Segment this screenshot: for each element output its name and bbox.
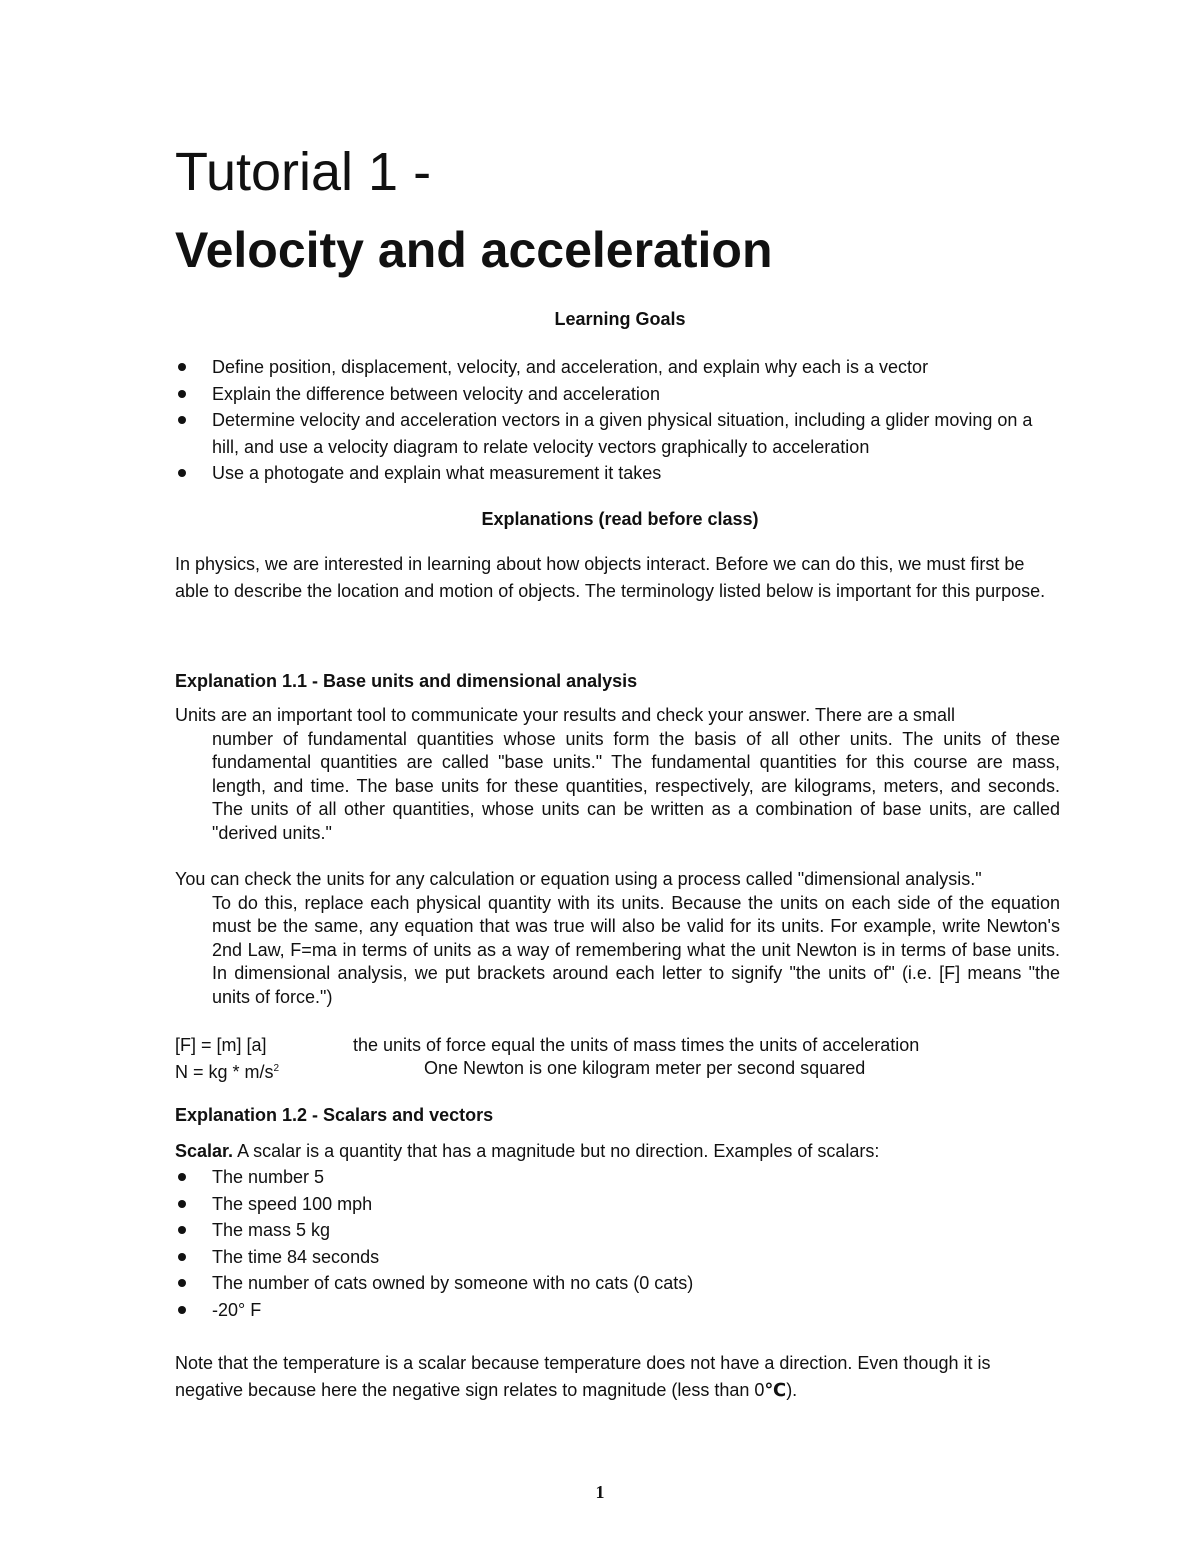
list-item: Use a photogate and explain what measurement it takes [175,460,1055,487]
section-1-1-heading: Explanation 1.1 - Base units and dimensional analysis [175,671,638,691]
bullet-icon [178,1200,186,1208]
temperature-note: Note that the temperature is a scalar because temperature does not have a direction. Even though it is negative because here the negative sign relates to magnitude (less than 0℃). [175,1353,991,1400]
bullet-icon [178,469,186,477]
list-item: The time 84 seconds [175,1244,1055,1271]
scalar-definition: Scalar. A scalar is a quantity that has a magnitude but no direction. Examples of scalars: [175,1141,880,1161]
tutorial-title: Tutorial 1 - [175,142,432,202]
list-item: The number of cats owned by someone with no cats (0 cats) [175,1270,1055,1297]
equation-left: N = kg * $m/s^2$ [175,1062,280,1082]
learning-goals-list [175,354,1055,487]
page-number: 1 [595,1482,605,1502]
list-item: Define position, displacement, velocity, and acceleration, and explain why each is a vector [175,354,1055,381]
units-paragraph: Units are an important tool to communicate your results and check your answer. There are a small number of fundamental quantities whose units form the basis of all other units. The units of these fundamental quantities are called "base units." The fundamental quantities for this course are mass, length, and time. The base units for these quantities, respectively, are kilograms, meters, and seconds. The units of all other quantities, whose units can be written as a combination of base units, are called "derived units." [175,705,1060,843]
bullet-icon [178,1226,186,1234]
equation-left: [F] = [m] [a] [175,1035,267,1055]
bullet-icon [178,1279,186,1287]
list-item: Explain the difference between velocity and acceleration [175,381,1055,408]
list-item: Determine velocity and acceleration vectors in a given physical situation, including a glider moving on a hill, and use a velocity diagram to relate velocity vectors graphically to acceleration [175,407,1055,460]
learning-goals-heading: Learning Goals [554,309,686,329]
equation-description: One Newton is one kilogram meter per second squared [424,1058,866,1078]
bullet-icon [178,390,186,398]
bullet-icon [178,363,186,371]
list-item: The number 5 [175,1164,1055,1191]
tutorial-subtitle: Velocity and acceleration [175,222,773,278]
dimensional-analysis-paragraph: You can check the units for any calculation or equation using a process called "dimensional analysis." To do this, replace each physical quantity with its units. Because the units on each side of the equation must be the same, any equation that was true will also be valid for its units. For example, write Newton's 2nd Law, F=ma in terms of units as a way of remembering what the unit Newton is in terms of base units. In dimensional analysis, we put brackets around each letter to signify "the units of" (i.e. [F] means "the units of force.") [175,869,1060,1007]
explanations-heading: Explanations (read before class) [481,509,759,529]
scalar-examples-list [175,1164,1055,1323]
intro-paragraph: In physics, we are interested in learning about how objects interact. Before we can do this, we must first be able to describe the location and motion of objects. The terminology listed below is important for this purpose. [175,554,1046,601]
bullet-icon [178,1306,186,1314]
bullet-icon [178,416,186,424]
bullet-icon [178,1173,186,1181]
equation-description: the units of force equal the units of mass times the units of acceleration [353,1035,920,1055]
bullet-icon [178,1253,186,1261]
list-item: -20° F [175,1297,1055,1324]
list-item: The mass 5 kg [175,1217,1055,1244]
section-1-2-heading: Explanation 1.2 - Scalars and vectors [175,1105,494,1125]
list-item: The speed 100 mph [175,1191,1055,1218]
